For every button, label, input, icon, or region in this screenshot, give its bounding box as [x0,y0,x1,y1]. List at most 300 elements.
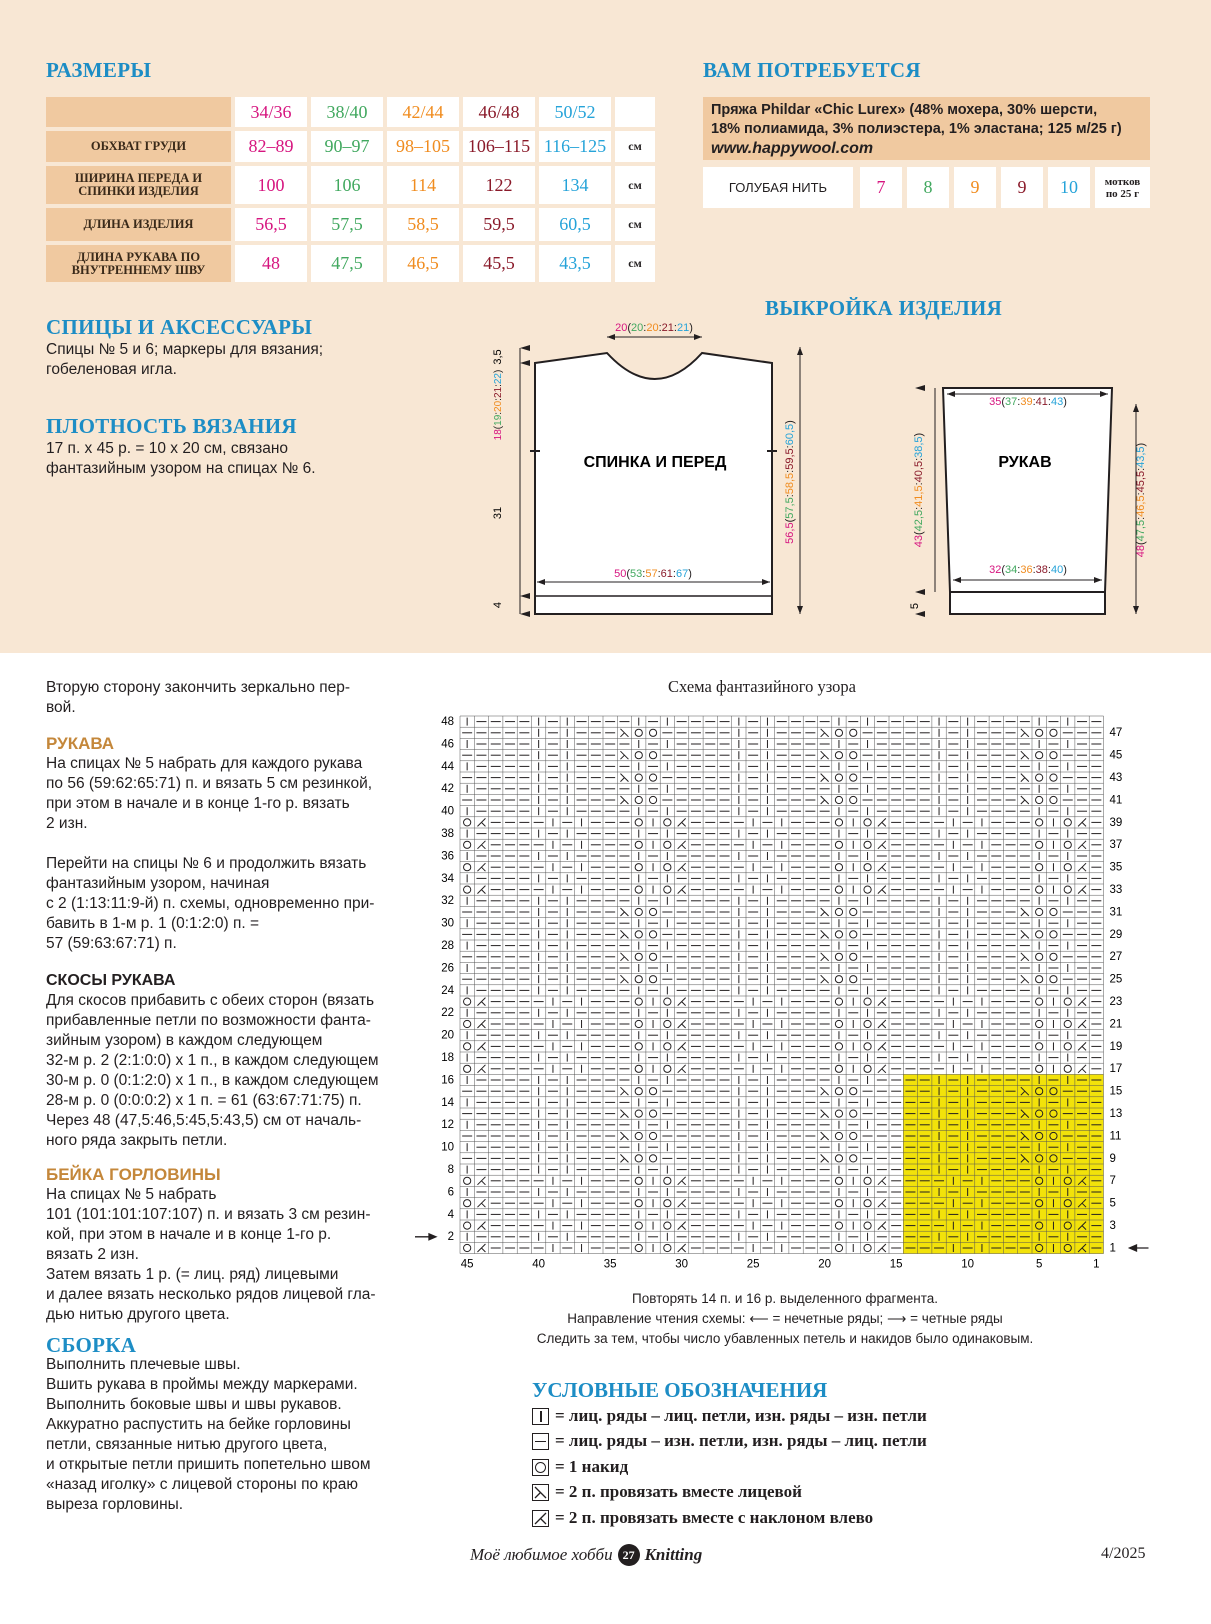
yarn-quantity: 7 [860,167,902,208]
yarnover-mark [1050,752,1057,759]
yarnover-mark [664,1043,671,1050]
gauge-line-2: фантазийным узором на спицах № 6. [46,460,316,477]
sleeve-right-value: 48(47,5:46,5:45,5:43,5) [1135,442,1147,558]
size-value: 122 [463,166,535,204]
chart-title: Схема фантазийного узора [668,677,857,696]
yarnover-mark [1036,819,1043,826]
text-line: и далее вязать несколько рядов лицевой гла- [46,1286,376,1303]
chart-note-2b: = нечетные ряды; [772,1311,884,1326]
yarnover-mark [649,1132,656,1139]
arrow-right-icon: ⟶ [887,1311,907,1326]
knit-stitch-icon [532,1408,549,1425]
yarnover-mark [1050,976,1057,983]
chart-note-3: Следить за тем, чтобы число убавленных петель и накидов было одинаковым. [536,1331,1034,1346]
ssk-mark [477,818,485,826]
stitch-label: 1 [1093,1258,1100,1271]
yarnover-mark [464,819,471,826]
yarnover-mark [1036,953,1043,960]
ssk-mark [477,1177,485,1185]
size-header: 38/40 [311,97,383,127]
sleeves-title: РУКАВА [46,734,115,753]
yarnover-mark [635,1177,642,1184]
yarnover-mark [864,1043,871,1050]
yarnover-mark [1050,953,1057,960]
yarnover-mark [1050,774,1057,781]
yarnover-mark [635,1020,642,1027]
ssk-mark [477,1042,485,1050]
dim-part: 43,5 [1135,446,1147,468]
k2tog-mark [821,1132,829,1140]
yarnover-mark [1036,729,1043,736]
dim-part: 34 [1005,564,1018,576]
ssk-mark [678,1065,686,1073]
text-line: Перейти на спицы № 6 и продолжить вязать [46,855,367,872]
ssk-mark [678,818,686,826]
unit-line-1: мотков [1104,175,1141,188]
issue-number: 4/2025 [1101,1545,1146,1562]
row-label-even: 6 [447,1186,454,1199]
size-unit: см [615,208,655,241]
row-label-even: 14 [441,1096,454,1109]
text-line: с 2 (1:13:11:9-й) п. схемы, одновременно при- [46,895,375,912]
size-value: 82–89 [235,131,307,162]
gauge-title: ПЛОТНОСТЬ ВЯЗАНИЯ [46,414,297,438]
size-value: 98–105 [387,131,459,162]
dim-part: 48 [1135,544,1147,558]
yarnover-mark [635,886,642,893]
yarnover-mark [1050,796,1057,803]
row-label-odd: 11 [1109,1130,1122,1143]
yarnover-mark [835,886,842,893]
yarnover-mark [835,729,842,736]
row-label-even: 38 [441,827,454,840]
even-row-arrow-icon [415,1234,436,1240]
size-header: 50/52 [539,97,611,127]
yarnover-mark [664,998,671,1005]
dim-part: 35 [989,396,1002,408]
yarnover-mark [1036,774,1043,781]
yarnover-mark [464,1065,471,1072]
row-label-odd: 19 [1109,1040,1123,1053]
legend-text-1: = лиц. ряды – лиц. петли, изн. ряды – изн. петли [555,1406,927,1425]
dim-part: 21 [493,386,504,399]
yarnover-mark [1064,998,1071,1005]
yarnover-mark [835,841,842,848]
stitch-label: 5 [1035,1258,1043,1271]
legend-item-purl [532,1431,927,1451]
size-unit: см [615,166,655,204]
k2tog-mark [1021,953,1029,961]
ssk-mark [1078,1065,1086,1073]
yarnover-mark [635,1065,642,1072]
dim-part: 38,5 [913,436,925,458]
text-line: по 56 (59:62:65:71) п. и вязать 5 см резинкой, [46,775,373,792]
ssk-mark [678,998,686,1006]
text-line: Выполнить плечевые швы. [46,1356,241,1373]
ssk-mark [678,1177,686,1185]
row-label-odd: 37 [1109,839,1123,852]
intro-line-2: вой. [46,699,76,716]
k2tog-mark [620,774,628,782]
row-label-odd: 29 [1109,928,1123,941]
row-label-even: 34 [441,872,454,885]
yarnover-mark [835,908,842,915]
row-label-odd: 15 [1109,1085,1123,1098]
legend-title: УСЛОВНЫЕ ОБОЗНАЧЕНИЯ [532,1378,828,1402]
legend-item-yarnover [532,1457,628,1477]
arrow-left-icon: ⟵ [749,1311,769,1326]
ssk-mark [678,863,686,871]
ssk-mark [1078,1020,1086,1028]
ssk-mark [878,818,886,826]
needles-line-1: Спицы № 5 и 6; маркеры для вязания; [46,341,324,358]
yarnover-mark [635,774,642,781]
row-label-odd: 43 [1109,771,1123,784]
yarnover-mark [464,1020,471,1027]
yarnover-mark [835,1110,842,1117]
size-row-label: ДЛИНА ИЗДЕЛИЯ [46,208,231,241]
size-header: 34/36 [235,97,307,127]
row-label-even: 46 [441,738,454,751]
yarnover-mark [835,976,842,983]
yarnover-mark [850,774,857,781]
row-label-odd: 5 [1109,1197,1116,1210]
odd-row-arrow-icon [1130,1245,1149,1251]
text-line: 57 (59:63:67:71) п. [46,935,177,952]
dim-part: 32 [989,564,1002,576]
magazine-name: Моё любимое хобби [470,1545,613,1564]
yarnover-mark [635,841,642,848]
text-line: Через 48 (47,5:46,5:45,5:43,5) см от началь- [46,1112,362,1129]
ssk-mark [477,863,485,871]
stitch-label: 15 [889,1258,903,1271]
k2tog-mark [620,1110,628,1118]
yarnover-mark [835,998,842,1005]
size-value: 45,5 [463,245,535,282]
size-value: 58,5 [387,208,459,241]
yarnover-mark [635,976,642,983]
yarnover-mark [1050,729,1057,736]
dim-part: 41,5 [913,485,925,507]
dim-part: 58,5 [784,472,796,495]
schematic-title: ВЫКРОЙКА ИЗДЕЛИЯ [765,296,1003,320]
garment-schematic [0,0,1211,653]
k2tog-mark [1021,908,1029,916]
row-label-odd: 45 [1109,749,1123,762]
gauge-line-1: 17 п. х 45 р. = 10 х 20 см, связано [46,440,289,457]
text-line: На спицах № 5 набрать [46,1186,217,1203]
stitch-label: 10 [961,1258,975,1271]
yarnover-mark [635,998,642,1005]
needles-line-2: гобеленовая игла. [46,361,177,378]
size-row-label: ДЛИНА РУКАВА ПО ВНУТРЕННЕМУ ШВУ [46,245,231,282]
k2tog-mark [620,975,628,983]
ssk-mark [878,841,886,849]
size-row-label: ОБХВАТ ГРУДИ [46,131,231,162]
dim-part: 20 [493,400,504,412]
dim-part: 20 [631,322,644,334]
ssk-mark [1078,886,1086,894]
size-header: 46/48 [463,97,535,127]
dim-part: 20 [646,322,659,334]
body-width-value: 50(53:57:61:67) [614,568,692,580]
legend-text-3: = 1 накид [555,1457,629,1476]
ssk-mark [477,1222,485,1230]
bevel-title: СКОСЫ РУКАВА [46,972,176,989]
yarnover-mark [635,1155,642,1162]
yarnover-mark [864,1222,871,1229]
yarnover-mark [864,1020,871,1027]
dim-part: 36 [1020,564,1033,576]
k2tog-mark [821,1087,829,1095]
text-line: фантазийным узором, начиная [46,875,270,892]
text-line: при этом в начале и в конце 1-го р. вязать [46,795,350,812]
yarnover-mark [464,886,471,893]
yarnover-mark [464,1222,471,1229]
text-line: зийным узором) в каждом следующем [46,1032,323,1049]
yarnover-mark [835,1020,842,1027]
yarnover-mark [649,1088,656,1095]
stitch-label: 35 [603,1258,617,1271]
yarnover-mark [864,998,871,1005]
yarnover-mark [835,1222,842,1229]
ssk-mark [678,1020,686,1028]
armhole-value: 18(19:20:21:22) [493,369,504,441]
yarnover-mark [649,931,656,938]
k2tog-mark [1021,729,1029,737]
row-label-odd: 13 [1109,1107,1123,1120]
sleeve-left-value: 43(42,5:41,5:40,5:38,5) [913,432,925,548]
yarnover-mark [835,1177,842,1184]
stitch-label: 30 [675,1258,689,1271]
row-label-even: 12 [441,1119,454,1132]
yarnover-mark [1050,931,1057,938]
yarn-website: www.happywool.com [711,140,874,157]
text-line: и открытые петли пришить попетельно швом [46,1456,371,1473]
ssk-mark [678,1244,686,1252]
bevel-paragraph [46,991,406,1151]
yarn-quantity: 9 [954,167,996,208]
yarnover-mark [649,729,656,736]
k2tog-mark [1021,930,1029,938]
yarnover-mark [649,1155,656,1162]
legend-text-5: = 2 п. провязать вместе с наклоном влево [555,1508,874,1527]
yarnover-mark [664,1200,671,1207]
dim-part: 40 [1050,564,1064,576]
text-line: 28-м р. 0 (0:0:0:2) х 1 п. = 61 (63:67:71:75) п. [46,1092,362,1109]
row-label-odd: 39 [1109,816,1123,829]
yarnover-mark [1036,976,1043,983]
yarnover-mark [1036,908,1043,915]
row-label-odd: 33 [1109,883,1123,896]
yarnover-mark [664,1020,671,1027]
yarnover-mark [835,1065,842,1072]
ssk-mark [477,1065,485,1073]
yarnover-mark [664,1244,671,1251]
dim-part: 57,5 [784,497,796,519]
yarnover-mark [649,953,656,960]
yarnover-mark [1064,886,1071,893]
sleeve-cuff [950,592,1105,614]
yarnover-mark [835,1132,842,1139]
row-label-odd: 25 [1109,973,1123,986]
dim-part: 41 [1035,396,1048,408]
k2tog-mark [821,1110,829,1118]
dim-part: 67 [675,568,689,580]
ssk-mark [477,841,485,849]
yarnover-mark [464,841,471,848]
yarnover-mark [835,774,842,781]
ssk-mark [1078,1042,1086,1050]
stitch-chart [410,700,1170,1280]
yarn-quantity: 10 [1048,167,1090,208]
sleeves-paragraph-1 [46,754,406,834]
footer-brand [470,1544,702,1566]
sizes-title: РАЗМЕРЫ [46,58,152,82]
yarnover-mark [1064,1043,1071,1050]
row-label-odd: 27 [1109,951,1123,964]
dim-part: 43 [1050,396,1064,408]
yarnover-mark [864,841,871,848]
yarnover-mark [1036,931,1043,938]
yarnover-mark [664,819,671,826]
yarnover-mark [635,1222,642,1229]
legend-text-4: = 2 п. провязать вместе лицевой [555,1482,802,1501]
sleeve-bottom-value: 32(34:36:38:40) [989,564,1067,576]
ssk-mark [477,886,485,894]
yarnover-mark [864,886,871,893]
dim-part: 38 [1035,564,1048,576]
size-unit: см [615,245,655,282]
yarnover-mark [635,864,642,871]
ssk-mark [878,1177,886,1185]
size-value: 100 [235,166,307,204]
yarnover-mark [635,1043,642,1050]
ssk-mark [477,1244,485,1252]
body-lower-value: 31 [492,506,504,520]
dim-part: 60,5 [784,423,796,446]
yarnover-mark [835,1244,842,1251]
yarnover-mark [835,864,842,871]
k2tog-mark [620,751,628,759]
row-label-even: 30 [441,917,454,930]
materials-title: ВАМ ПОТРЕБУЕТСЯ [703,58,921,82]
k2tog-mark [821,774,829,782]
yarnover-mark [864,1065,871,1072]
yarnover-mark [835,931,842,938]
text-line: 2 изн. [46,815,88,832]
dim-part: 22 [493,373,504,385]
legend-item-knit [532,1406,927,1426]
yarnover-mark [664,841,671,848]
yarnover-mark [835,819,842,826]
dim-part: 18 [493,429,504,441]
yarnover-mark [635,953,642,960]
purl-stitch-icon [532,1433,549,1450]
ssk-mark [678,1199,686,1207]
dim-part: 40,5 [913,460,925,483]
ssk-mark [678,1042,686,1050]
yarnover-mark [1036,1065,1043,1072]
k2tog-mark [620,1154,628,1162]
k2tog-mark [821,796,829,804]
dim-part: 53 [630,568,643,580]
body-label: СПИНКА И ПЕРЕД [583,454,727,471]
yarnover-mark [1064,1020,1071,1027]
yarnover-mark [635,1110,642,1117]
yarn-quantity: 8 [907,167,949,208]
yarnover-mark [850,953,857,960]
yarnover-mark [850,1132,857,1139]
k2tog-mark [821,930,829,938]
k2tog-mark [620,729,628,737]
dim-part: 46,5 [1135,495,1147,517]
yarnover-mark [850,752,857,759]
row-label-odd: 9 [1109,1152,1116,1165]
k2tog-mark [1021,975,1029,983]
yarnover-mark [635,908,642,915]
sleeve-rib-value: 5 [909,602,921,610]
legend-item-k2tog [532,1482,802,1502]
yarnover-mark [850,908,857,915]
legend-item-ssk [532,1508,873,1528]
yarnover-mark [464,1177,471,1184]
size-value: 116–125 [539,131,611,162]
yarnover-mark [1064,841,1071,848]
yarnover-mark [835,1088,842,1095]
stitch-label: 20 [818,1258,832,1271]
section-name: Knitting [644,1545,703,1564]
yarnover-mark [635,1132,642,1139]
left-tick-arrows [520,345,530,617]
row-label-odd: 47 [1109,727,1123,740]
dim-part: 61 [660,568,673,580]
rib-value: 4 [492,601,504,609]
k2tog-mark [821,908,829,916]
yarnover-mark [664,1065,671,1072]
yarnover-mark [464,864,471,871]
k2tog-mark [821,729,829,737]
row-label-even: 26 [441,962,454,975]
size-value: 56,5 [235,208,307,241]
chart-note-2 [0,1309,1211,1329]
yarnover-mark [664,1222,671,1229]
text-line: прибавленные петли по возможности фанта- [46,1012,371,1029]
dim-part: 21 [676,322,690,334]
row-label-odd: 3 [1109,1219,1116,1232]
row-label-even: 18 [441,1051,454,1064]
ssk-icon [532,1510,549,1527]
size-value: 48 [235,245,307,282]
dim-part: 59,5 [784,448,796,470]
color-label: ГОЛУБАЯ НИТЬ [703,167,853,208]
row-label-even: 48 [441,715,454,728]
yarnover-mark [864,1200,871,1207]
yarn-line-1: Пряжа Phildar «Chic Lurex» (48% мохера, 30% шерсти, [711,102,1098,118]
dim-part: 57 [645,568,658,580]
dim-part: 43 [913,534,925,548]
yarnover-mark [1036,1020,1043,1027]
yarnover-mark [635,1244,642,1251]
yarnover-mark [635,1200,642,1207]
yarnover-mark [850,1110,857,1117]
text-line: 101 (101:101:107:107) п. и вязать 3 см резин- [46,1206,371,1223]
k2tog-mark [620,1132,628,1140]
yarnover-mark [850,931,857,938]
dim-part: 45,5 [1135,470,1147,493]
stitch-label: 40 [532,1258,546,1271]
size-row-label: ШИРИНА ПЕРЕДА И СПИНКИ ИЗДЕЛИЯ [46,166,231,204]
